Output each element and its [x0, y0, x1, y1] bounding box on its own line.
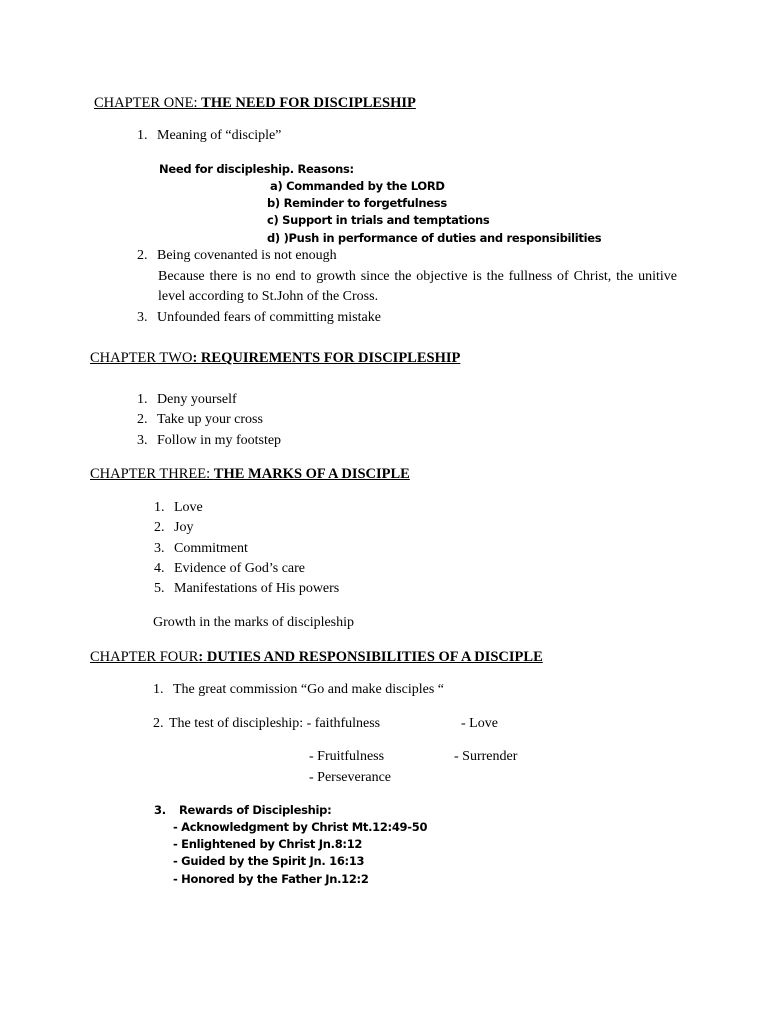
list-number: 3. [154, 803, 166, 817]
list-number: 1. [153, 682, 164, 697]
list-number: 3. [137, 310, 148, 325]
list-text: Being covenanted is not enough [157, 248, 337, 263]
chapter-four-title-prefix: : [198, 649, 207, 665]
chapter-one-title: THE NEED FOR DISCIPLESHIP [201, 95, 416, 111]
list-item [154, 518, 193, 538]
chapter-one-lead: CHAPTER ONE: [94, 95, 202, 111]
list-text: Commitment [174, 541, 248, 556]
list-text: Meaning of “disciple” [157, 128, 282, 143]
chapter-two-title: REQUIREMENTS FOR DISCIPLESHIP [200, 350, 461, 366]
test-item-fruitfulness: - Fruitfulness [309, 749, 385, 764]
list-item [153, 680, 444, 700]
chapter-four-title: DUTIES AND RESPONSIBILITIES OF A DISCIPLE [206, 649, 543, 665]
list-number: 1. [137, 392, 148, 407]
reward-item: - Enlightened by Christ Jn.8:12 [173, 837, 363, 851]
chapter-three-heading [90, 464, 410, 484]
reason-item: a) Commanded by the LORD [270, 179, 445, 193]
chapter-two-title-prefix: : [192, 350, 201, 366]
list-text: The great commission “Go and make disciples “ [173, 682, 444, 697]
list-number: 2. [154, 520, 165, 535]
reasons-heading: Need for discipleship. Reasons: [159, 162, 354, 176]
list-number: 4. [154, 561, 165, 576]
list-item [153, 714, 380, 734]
list-item [137, 246, 337, 266]
list-number: 3. [137, 433, 148, 448]
list-text: Manifestations of His powers [174, 581, 340, 596]
list-item [154, 539, 248, 559]
list-number: 3. [154, 541, 165, 556]
reward-item: - Guided by the Spirit Jn. 16:13 [173, 854, 365, 868]
chapter-two-heading [90, 348, 460, 368]
list-number: 2. [153, 716, 164, 731]
list-text: Follow in my footstep [157, 433, 282, 448]
chapter-two-lead: CHAPTER TWO [90, 350, 193, 366]
list-number: 2. [137, 248, 148, 263]
list-text: The test of discipleship: - faithfulness [169, 716, 381, 731]
list-item [154, 802, 331, 820]
list-text: Joy [174, 520, 194, 535]
test-item-perseverance: - Perseverance [309, 770, 392, 785]
test-item-love: - Love [461, 716, 498, 731]
list-text: Unfounded fears of committing mistake [157, 310, 381, 325]
list-item [154, 559, 305, 579]
list-text: Deny yourself [157, 392, 237, 407]
body-paragraph: Because there is no end to growth since the objective is the fullness of Christ, the unitive level according to St.John of the Cross. [158, 269, 677, 304]
reason-item: d) )Push in performance of duties and responsibilities [267, 231, 602, 245]
chapter-three-note: Growth in the marks of discipleship [153, 615, 355, 630]
list-number: 1. [154, 500, 165, 515]
list-item [154, 498, 203, 518]
list-item [137, 431, 281, 451]
list-item [137, 126, 281, 146]
list-item [137, 390, 237, 410]
reason-item: c) Support in trials and temptations [267, 213, 490, 227]
list-text: Love [174, 500, 203, 515]
reason-item: b) Reminder to forgetfulness [267, 196, 447, 210]
chapter-four-lead: CHAPTER FOUR [90, 649, 199, 665]
list-item [154, 579, 339, 599]
list-number: 2. [137, 412, 148, 427]
list-text: Take up your cross [157, 412, 263, 427]
reward-item: - Acknowledgment by Christ Mt.12:49-50 [173, 820, 428, 834]
list-text: Evidence of God’s care [174, 561, 305, 576]
list-number: 1. [137, 128, 148, 143]
chapter-three-title: THE MARKS OF A DISCIPLE [213, 466, 410, 482]
chapter-four-heading [90, 647, 543, 667]
chapter-three-lead: CHAPTER THREE: [90, 466, 214, 482]
list-item [137, 308, 381, 328]
list-item [137, 410, 263, 430]
list-text: Rewards of Discipleship: [179, 803, 332, 817]
list-number: 5. [154, 581, 165, 596]
test-item-surrender: - Surrender [454, 749, 518, 764]
reward-item: - Honored by the Father Jn.12:2 [173, 872, 369, 886]
chapter-one-heading [94, 93, 416, 113]
